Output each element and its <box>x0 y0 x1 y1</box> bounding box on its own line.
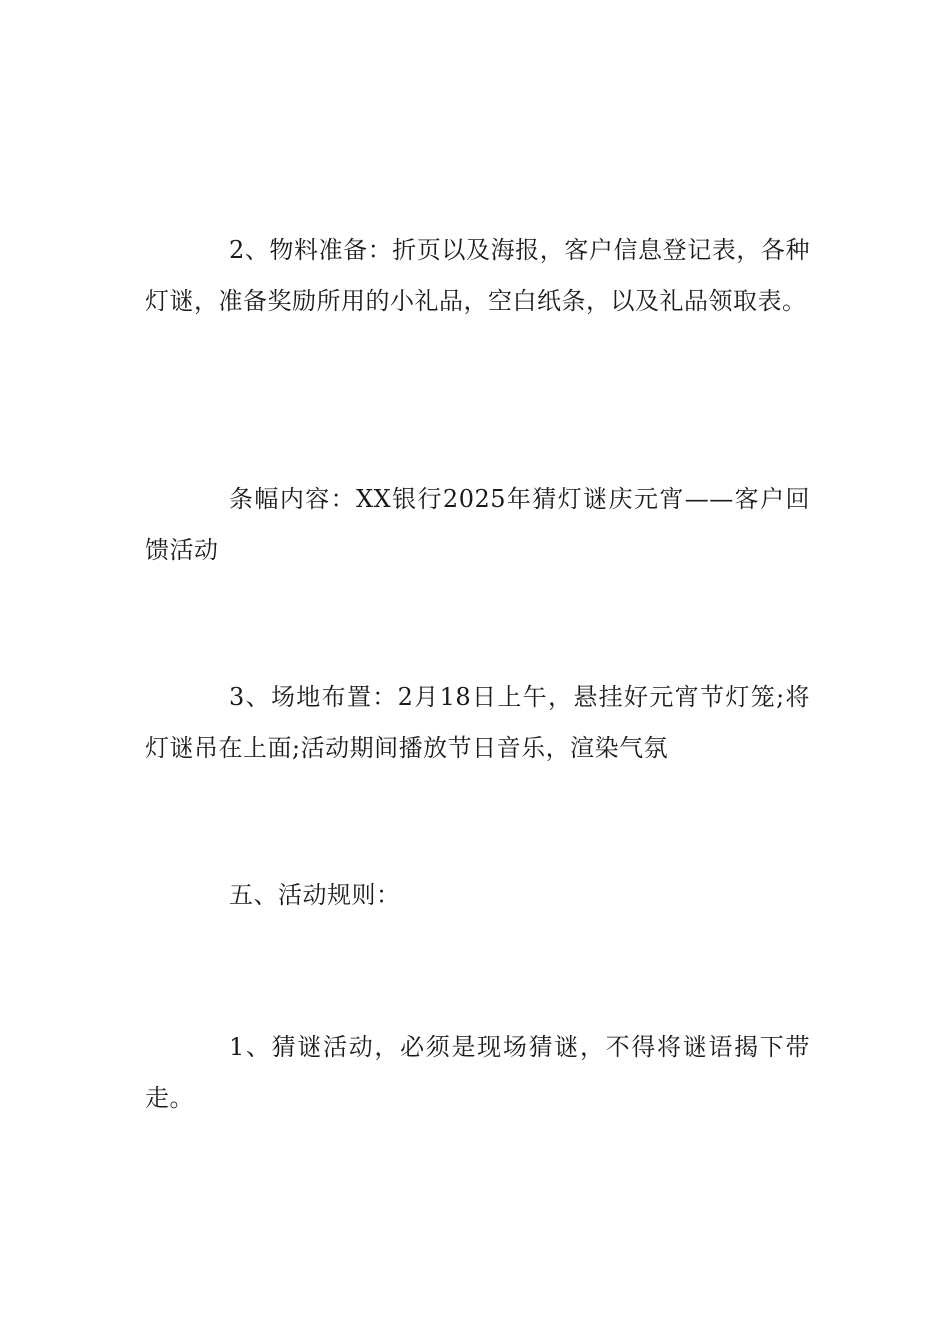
paragraph-materials: 2、物料准备：折页以及海报，客户信息登记表，各种灯谜，准备奖励所用的小礼品，空白纸条，以及礼品领取表。 <box>145 236 810 315</box>
section-heading-rules: 五、活动规则： <box>229 881 401 909</box>
paragraph-rule-1: 1、猜谜活动，必须是现场猜谜，不得将谜语揭下带走。 <box>145 1033 810 1112</box>
paragraph-venue-setup: 3、场地布置：2月18日上午，悬挂好元宵节灯笼;将灯谜吊在上面;活动期间播放节日音乐，渲染气氛 <box>145 683 810 762</box>
paragraph-banner-content: 条幅内容：XX银行2025年猜灯谜庆元宵——客户回馈活动 <box>145 485 810 564</box>
